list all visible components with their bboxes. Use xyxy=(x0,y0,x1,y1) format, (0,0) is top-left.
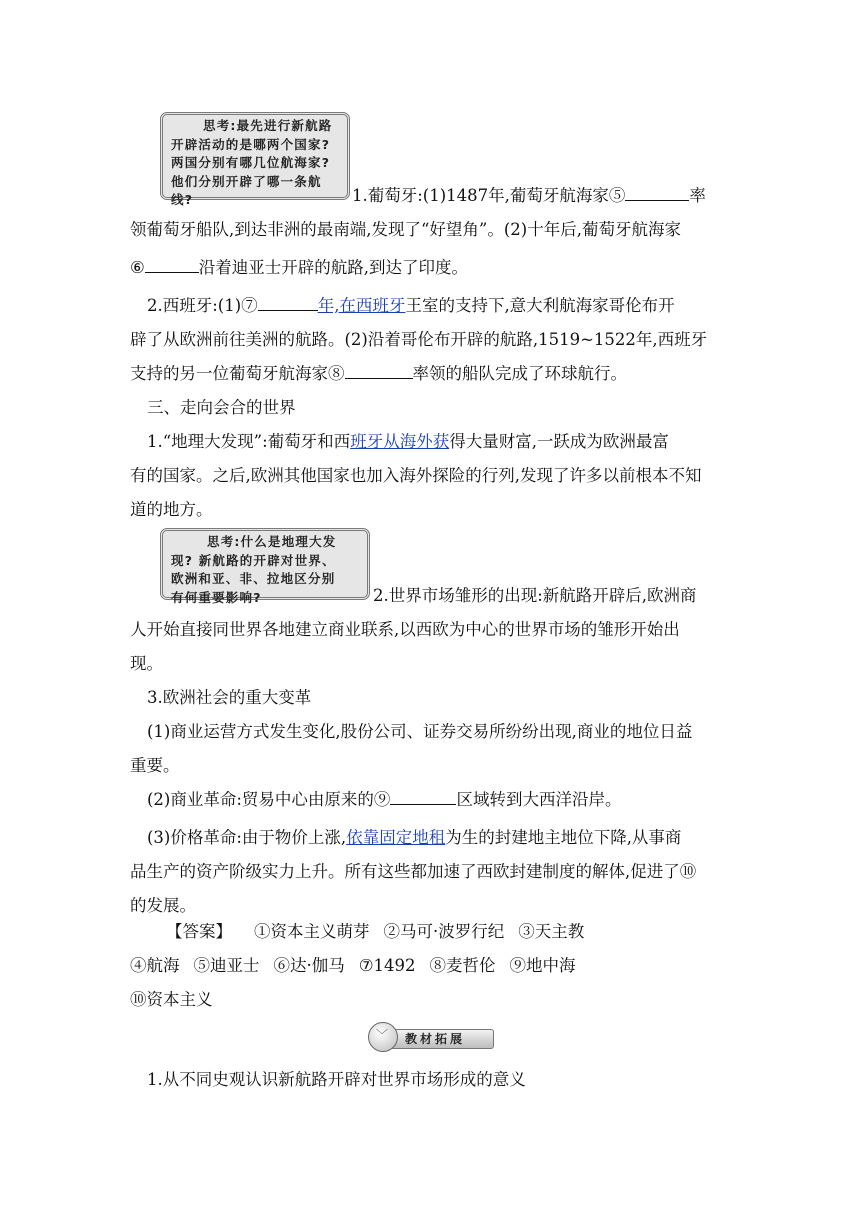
blank-5 xyxy=(625,182,689,201)
change-title: 3.欧洲社会的重大变革 xyxy=(147,688,312,707)
market-line1: 2.世界市场雏形的出现:新航路开辟后,欧洲商 xyxy=(373,586,697,605)
discovery-line1: 1.“地理大发现”:葡萄牙和西班牙从海外获得大量财富,一跃成为欧洲最富 xyxy=(147,432,669,451)
spain-line3: 支持的另一位葡萄牙航海家⑧ 率领的船队完成了环球航行。 xyxy=(130,357,730,391)
portugal-line1: 1.葡萄牙:(1)1487年,葡萄牙航海家⑤ 率 xyxy=(352,179,742,213)
chevron-down-icon: ﹀ xyxy=(368,1022,398,1052)
think-box-discovery xyxy=(160,528,370,605)
portugal-line3: ⑥ 沿着迪亚士开辟的航路,到达了印度。 xyxy=(130,251,730,285)
portugal-line2: 领葡萄牙船队,到达非洲的最南端,发现了“好望角”。(2)十年后,葡萄牙航海家 xyxy=(130,220,681,239)
think-line: 有何重要影响? xyxy=(171,589,262,605)
link-discovery[interactable]: 班牙从海外获 xyxy=(350,432,450,451)
answer-row3: ⑩资本主义 xyxy=(130,990,213,1009)
spain-line1: 2.西班牙:(1)⑦ 年,在西班牙王室的支持下,意大利航海家哥伦布开 xyxy=(130,289,730,323)
think-line: 线? xyxy=(171,192,194,207)
think-line: 欧洲和亚、非、拉地区分别 xyxy=(171,571,336,586)
change3-line3: 的发展。 xyxy=(130,896,196,915)
think-line: 两国分别有哪几位航海家? xyxy=(171,155,331,170)
answer-row1: 【答案】 ①资本主义萌芽 ②马可·波罗行纪 ③天主教 xyxy=(166,922,585,941)
change1-line1: (1)商业运营方式发生变化,股份公司、证券交易所纷纷出现,商业的地位日益 xyxy=(147,722,693,741)
think-line: 思考:什么是地理大发 xyxy=(207,534,337,549)
answer-label: 【答案】 xyxy=(166,922,232,941)
answer-row2: ④航海 ⑤迪亚士 ⑥达·伽马 ⑦1492 ⑧麦哲伦 ⑨地中海 xyxy=(130,956,576,975)
change3-line1: (3)价格革命:由于物价上涨,依靠固定地租为生的封建地主地位下降,从事商 xyxy=(147,828,682,847)
market-line2: 人开始直接同世界各地建立商业联系,以西欧为中心的世界市场的雏形开始出 xyxy=(130,620,680,639)
section-3-title: 三、走向会合的世界 xyxy=(147,398,296,417)
think-line: 思考:最先进行新航路 xyxy=(203,118,333,133)
think-box-navigators xyxy=(160,112,350,207)
think-line: 现? 新航路的开辟对世界、 xyxy=(171,552,336,568)
change3-line2: 品生产的资产阶级实力上升。所有这些都加速了西欧封建制度的解体,促进了⑩ xyxy=(130,862,697,881)
blank-6 xyxy=(145,254,199,273)
section-badge xyxy=(368,1022,494,1052)
market-line3: 现。 xyxy=(130,654,163,673)
discovery-line3: 道的地方。 xyxy=(130,500,213,519)
link-rent[interactable]: 依靠固定地租 xyxy=(346,828,446,847)
badge-label: 教材拓展 xyxy=(378,1029,494,1049)
expand-item-1: 1.从不同史观认识新航路开辟对世界市场形成的意义 xyxy=(147,1070,526,1089)
discovery-line2: 有的国家。之后,欧洲其他国家也加入海外探险的行列,发现了许多以前根本不知 xyxy=(130,466,702,485)
blank-7 xyxy=(258,292,318,311)
blank-9 xyxy=(390,786,456,805)
change1-line2: 重要。 xyxy=(130,756,180,775)
blank-8 xyxy=(345,360,413,379)
link-spain[interactable]: 年,在西班牙 xyxy=(317,296,406,315)
think-line: 他们分别开辟了哪一条航 xyxy=(171,173,322,189)
change2-line: (2)商业革命:贸易中心由原来的⑨ 区域转到大西洋沿岸。 xyxy=(130,783,730,817)
think-line: 开辟活动的是哪两个国家? xyxy=(171,136,331,152)
spain-line2: 辟了从欧洲前往美洲的航路。(2)沿着哥伦布开辟的航路,1519~1522年,西班牙 xyxy=(130,330,708,349)
